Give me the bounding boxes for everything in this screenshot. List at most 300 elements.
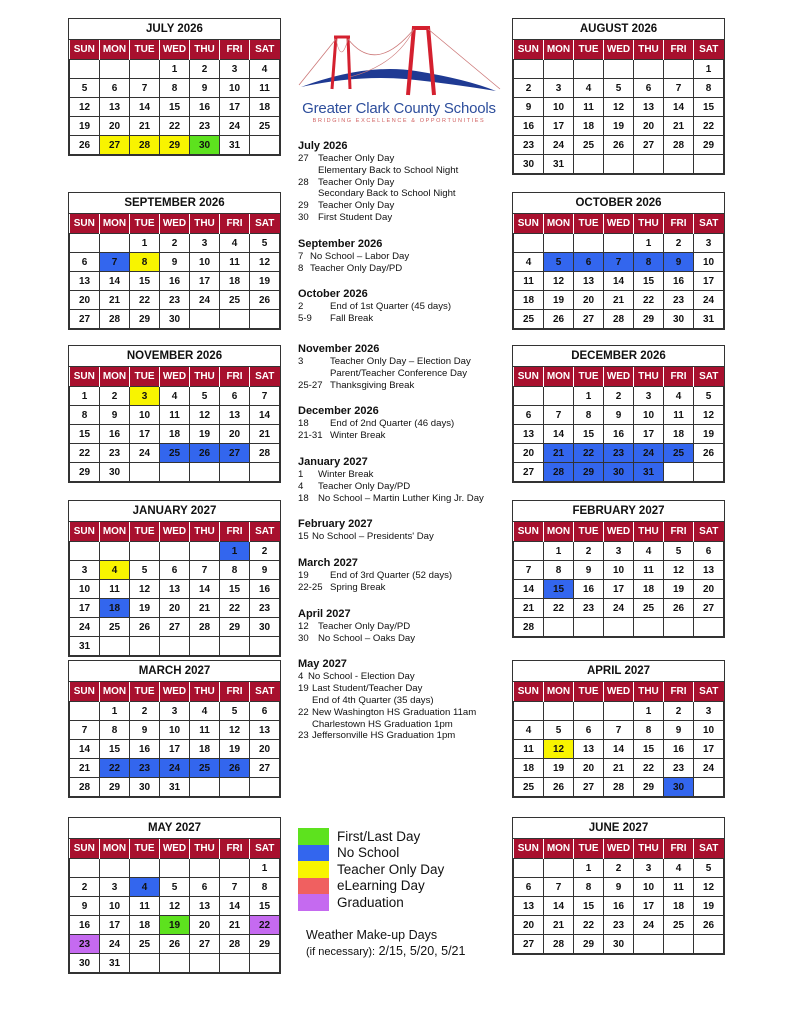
event-day: 18 [298,492,309,504]
calendar-day: 26 [544,310,574,329]
weekday-header: MON [544,367,574,387]
calendar-day: 5 [160,878,190,897]
weekday-header: MON [544,522,574,542]
event-text: End of 2nd Quarter (46 days) [330,418,455,430]
calendar-day: 13 [70,272,100,291]
calendar-empty-cell [160,954,190,973]
calendar-day: 27 [694,599,724,618]
calendar-day: 11 [100,580,130,599]
calendar-month-title: SEPTEMBER 2026 [69,193,280,214]
weekday-header: SUN [70,214,100,234]
event-day: 29 [298,200,309,212]
weekday-header: THU [190,40,220,60]
calendar-day: 8 [544,561,574,580]
calendar-june-2027 [512,817,725,955]
calendar-day: 23 [514,136,544,155]
event-item [298,251,508,263]
calendar-day: 12 [250,253,280,272]
calendar-day: 14 [604,740,634,759]
event-day: 4 [298,671,304,683]
weekday-header: THU [634,682,664,702]
event-text: First Student Day [318,211,393,223]
calendar-month-title: JULY 2026 [69,19,280,40]
calendar-empty-cell [514,234,544,253]
calendar-day: 11 [130,897,160,916]
calendar-empty-cell [160,463,190,482]
calendar-day: 25 [220,291,250,310]
event-subtext: Charlestown HS Graduation 1pm [312,718,453,730]
event-text: Fall Break [330,313,374,325]
calendar-day: 9 [604,406,634,425]
calendar-empty-cell [574,618,604,637]
calendar-empty-cell [694,935,724,954]
calendar-empty-cell [544,859,574,878]
calendar-day: 16 [604,425,634,444]
event-month-heading: January 2027 [298,455,368,468]
calendar-empty-cell [664,60,694,79]
legend-label: First/Last Day [337,828,421,844]
calendar-day: 24 [190,291,220,310]
calendar-day: 19 [694,897,724,916]
calendar-day: 17 [160,740,190,759]
calendar-day: 28 [220,935,250,954]
calendar-day: 8 [634,253,664,272]
calendar-day: 5 [544,721,574,740]
calendar-day: 26 [250,291,280,310]
event-text: Winter Break [318,468,374,480]
event-item [298,621,508,633]
weekday-header: FRI [664,367,694,387]
calendar-day: 13 [100,98,130,117]
calendar-empty-cell [190,859,220,878]
event-day: 12 [298,620,309,632]
calendar-day: 28 [70,778,100,797]
calendar-day: 17 [130,425,160,444]
calendar-day: 20 [160,599,190,618]
weekday-header: FRI [664,214,694,234]
calendar-day: 1 [160,60,190,79]
calendar-day: 19 [190,425,220,444]
weather-makeup-days [306,927,465,960]
calendar-day: 3 [130,387,160,406]
calendar-day: 28 [100,310,130,329]
calendar-empty-cell [250,778,280,797]
calendar-day: 18 [130,916,160,935]
calendar-empty-cell [70,542,100,561]
calendar-day: 18 [190,740,220,759]
calendar-day: 8 [574,878,604,897]
calendar-day: 28 [514,618,544,637]
calendar-day: 12 [694,406,724,425]
calendar-day: 5 [190,387,220,406]
calendar-day: 4 [664,859,694,878]
event-subtext: Elementary Back to School Night [318,164,459,176]
calendar-empty-cell [664,155,694,174]
calendar-day: 20 [100,117,130,136]
calendar-month-title: NOVEMBER 2026 [69,346,280,367]
weekday-header: THU [190,839,220,859]
weekday-header: MON [100,839,130,859]
calendar-day: 20 [190,916,220,935]
event-item [298,481,508,493]
calendar-day: 30 [250,618,280,637]
event-subtext: Secondary Back to School Night [318,188,456,200]
weekday-header: TUE [574,40,604,60]
calendar-day: 12 [130,580,160,599]
calendar-empty-cell [130,542,160,561]
calendar-day: 11 [664,878,694,897]
calendar-empty-cell [220,778,250,797]
calendar-day: 12 [70,98,100,117]
event-month-heading: February 2027 [298,518,373,531]
weekday-header: FRI [220,367,250,387]
calendar-day: 10 [70,580,100,599]
weekday-header: SUN [514,40,544,60]
calendar-day: 10 [634,878,664,897]
event-text: Thanksgiving Break [330,379,415,391]
calendar-day: 17 [634,897,664,916]
calendar-empty-cell [250,310,280,329]
weekday-header: SAT [250,214,280,234]
calendar-day: 9 [514,98,544,117]
calendar-day: 15 [160,98,190,117]
calendar-day: 1 [220,542,250,561]
weekday-header: TUE [130,839,160,859]
calendar-day: 29 [250,935,280,954]
calendar-day: 9 [664,253,694,272]
legend-swatch-icon [298,845,329,862]
color-legend [298,828,444,911]
makeup-dates: 2/15, 5/20, 5/21 [378,944,466,958]
calendar-day: 25 [664,916,694,935]
calendar-empty-cell [100,234,130,253]
calendar-day: 27 [70,310,100,329]
calendar-day: 6 [694,542,724,561]
calendar-day: 7 [604,721,634,740]
calendar-day: 10 [100,897,130,916]
calendar-day: 26 [130,618,160,637]
calendar-day: 8 [694,79,724,98]
calendar-day: 18 [574,117,604,136]
calendar-day: 22 [220,599,250,618]
calendar-day: 19 [664,580,694,599]
weekday-header: THU [634,839,664,859]
calendar-empty-cell [100,637,130,656]
calendar-day: 16 [664,740,694,759]
calendar-day: 24 [634,444,664,463]
calendar-day: 3 [100,878,130,897]
weekday-header: MON [544,682,574,702]
calendar-day: 10 [604,561,634,580]
calendar-day: 7 [604,253,634,272]
legend-label: Teacher Only Day [337,861,445,877]
calendar-empty-cell [220,310,250,329]
weekday-header: THU [190,522,220,542]
calendar-day: 9 [190,79,220,98]
calendar-day: 7 [544,878,574,897]
calendar-day: 13 [574,740,604,759]
legend-label: eLearning Day [337,878,425,894]
org-name: Greater Clark County Schools [302,100,496,117]
calendar-day: 6 [100,79,130,98]
weekday-header: FRI [220,839,250,859]
weekday-header: SAT [250,839,280,859]
calendar-month-title: MARCH 2027 [69,661,280,682]
calendar-empty-cell [130,954,160,973]
calendar-empty-cell [220,637,250,656]
calendar-day: 20 [574,291,604,310]
calendar-day: 7 [220,878,250,897]
event-day: 23 [298,730,309,742]
weekday-header: SAT [694,40,724,60]
weekday-header: TUE [130,214,160,234]
calendar-day: 7 [70,721,100,740]
calendar-day: 12 [160,897,190,916]
calendar-day: 14 [70,740,100,759]
event-text: Teacher Only Day [318,153,395,164]
calendar-day: 20 [694,580,724,599]
calendar-day: 6 [250,702,280,721]
calendar-day: 24 [70,618,100,637]
calendar-day: 10 [694,253,724,272]
calendar-day: 29 [130,310,160,329]
calendar-day: 9 [664,721,694,740]
calendar-day: 22 [694,117,724,136]
weekday-header: SUN [514,839,544,859]
calendar-empty-cell [250,954,280,973]
calendar-day: 22 [574,444,604,463]
event-day: 4 [298,480,304,492]
calendar-day: 9 [574,561,604,580]
calendar-day: 20 [514,916,544,935]
event-item [298,301,508,313]
calendar-day: 3 [70,561,100,580]
calendar-empty-cell [220,859,250,878]
event-text: New Washington HS Graduation 11am [312,706,477,718]
weekday-header: THU [634,40,664,60]
calendar-day: 4 [100,561,130,580]
event-item [298,380,508,392]
calendar-day: 3 [694,702,724,721]
calendar-day: 2 [100,387,130,406]
calendar-day: 1 [130,234,160,253]
calendar-day: 17 [100,916,130,935]
calendar-day: 18 [514,759,544,778]
calendar-day: 2 [664,234,694,253]
calendar-day: 3 [634,387,664,406]
calendar-day: 20 [574,759,604,778]
calendar-day: 1 [544,542,574,561]
weekday-header: MON [100,522,130,542]
calendar-day: 10 [544,98,574,117]
calendar-day: 13 [514,425,544,444]
calendar-day: 14 [220,897,250,916]
calendar-day: 17 [694,272,724,291]
calendar-day: 9 [130,721,160,740]
calendar-day: 23 [130,759,160,778]
calendar-empty-cell [100,859,130,878]
calendar-day: 26 [694,916,724,935]
calendar-empty-cell [574,60,604,79]
calendar-day: 12 [190,406,220,425]
event-day: 22-25 [298,581,323,593]
calendar-day: 23 [190,117,220,136]
calendar-day: 18 [160,425,190,444]
calendar-day: 11 [574,98,604,117]
calendar-day: 30 [664,778,694,797]
calendar-day: 16 [574,580,604,599]
calendar-day: 1 [574,859,604,878]
weekday-header: TUE [130,367,160,387]
weekday-header: SAT [250,40,280,60]
calendar-day: 16 [190,98,220,117]
calendar-day: 13 [250,721,280,740]
calendar-day: 6 [574,721,604,740]
calendar-day: 25 [250,117,280,136]
calendar-day: 1 [100,702,130,721]
calendar-empty-cell [220,954,250,973]
calendar-day: 19 [250,272,280,291]
calendar-day: 15 [250,897,280,916]
calendar-day: 21 [70,759,100,778]
calendar-day: 16 [250,580,280,599]
calendar-day: 7 [664,79,694,98]
calendar-empty-cell [544,702,574,721]
calendar-day: 8 [130,253,160,272]
calendar-day: 7 [250,387,280,406]
event-text: Winter Break [330,430,386,442]
calendar-day: 9 [160,253,190,272]
calendar-empty-cell [70,859,100,878]
calendar-empty-cell [514,60,544,79]
weekday-header: WED [604,522,634,542]
event-item [298,153,508,165]
weekday-header: SAT [694,839,724,859]
weekday-header: WED [604,40,634,60]
calendar-day: 31 [160,778,190,797]
event-item [298,356,508,368]
calendar-day: 14 [544,897,574,916]
calendar-day: 22 [130,291,160,310]
calendar-day: 12 [544,272,574,291]
calendar-empty-cell [544,60,574,79]
calendar-day: 4 [514,253,544,272]
calendar-month-title: JANUARY 2027 [69,501,280,522]
calendar-day: 28 [604,778,634,797]
calendar-day: 8 [250,878,280,897]
calendar-day: 20 [634,117,664,136]
calendar-day: 16 [100,425,130,444]
calendar-day: 23 [664,291,694,310]
weekday-header: FRI [220,682,250,702]
calendar-day: 30 [70,954,100,973]
calendar-day: 21 [190,599,220,618]
calendar-day: 3 [544,79,574,98]
calendar-empty-cell [130,60,160,79]
calendar-day: 19 [544,291,574,310]
calendar-day: 31 [634,463,664,482]
calendar-day: 24 [694,291,724,310]
calendar-day: 27 [220,444,250,463]
calendar-day: 7 [130,79,160,98]
event-text: Spring Break [330,581,386,593]
calendar-day: 15 [70,425,100,444]
calendar-day: 17 [190,272,220,291]
calendar-day: 21 [544,916,574,935]
calendar-day: 15 [544,580,574,599]
calendar-day: 21 [100,291,130,310]
calendar-day: 18 [664,897,694,916]
calendar-day: 6 [220,387,250,406]
event-subtext: Parent/Teacher Conference Day [330,367,468,379]
calendar-day: 2 [604,387,634,406]
calendar-day: 6 [634,79,664,98]
event-day: 27 [298,153,309,164]
calendar-empty-cell [160,637,190,656]
calendar-day: 10 [190,253,220,272]
calendar-empty-cell [604,60,634,79]
calendar-day: 25 [100,618,130,637]
weekday-header: SUN [70,40,100,60]
calendar-day: 1 [574,387,604,406]
calendar-day: 21 [514,599,544,618]
calendar-day: 2 [70,878,100,897]
calendar-empty-cell [634,155,664,174]
calendar-day: 30 [160,310,190,329]
event-item [298,493,508,505]
calendar-empty-cell [190,542,220,561]
calendar-day: 30 [664,310,694,329]
weekday-header: WED [604,839,634,859]
weekday-header: SAT [250,367,280,387]
event-day: 28 [298,176,309,188]
calendar-day: 24 [694,759,724,778]
weekday-header: MON [544,839,574,859]
weekday-header: WED [604,367,634,387]
weekday-header: SUN [514,522,544,542]
calendar-december-2026 [512,345,725,483]
event-text: No School – Martin Luther King Jr. Day [318,492,484,504]
event-text: No School - Election Day [308,671,415,683]
calendar-empty-cell [694,463,724,482]
calendar-day: 15 [634,740,664,759]
calendar-empty-cell [604,155,634,174]
calendar-day: 15 [634,272,664,291]
calendar-day: 21 [250,425,280,444]
events-list [298,140,508,742]
event-item [298,671,508,683]
calendar-day: 15 [130,272,160,291]
calendar-day: 10 [694,721,724,740]
calendar-day: 11 [220,253,250,272]
calendar-month-title: AUGUST 2026 [513,19,724,40]
weekday-header: TUE [574,367,604,387]
calendar-day: 3 [634,859,664,878]
calendar-day: 14 [250,406,280,425]
calendar-day: 22 [250,916,280,935]
legend-swatch-icon [298,828,329,845]
calendar-day: 22 [100,759,130,778]
event-day: 21-31 [298,430,323,442]
calendar-day: 17 [70,599,100,618]
event-month-heading: March 2027 [298,557,358,570]
calendar-day: 29 [634,778,664,797]
event-text: End of 3rd Quarter (52 days) [330,570,453,582]
event-item [298,263,508,275]
calendar-empty-cell [160,542,190,561]
calendar-day: 10 [634,406,664,425]
weekday-header: WED [160,522,190,542]
